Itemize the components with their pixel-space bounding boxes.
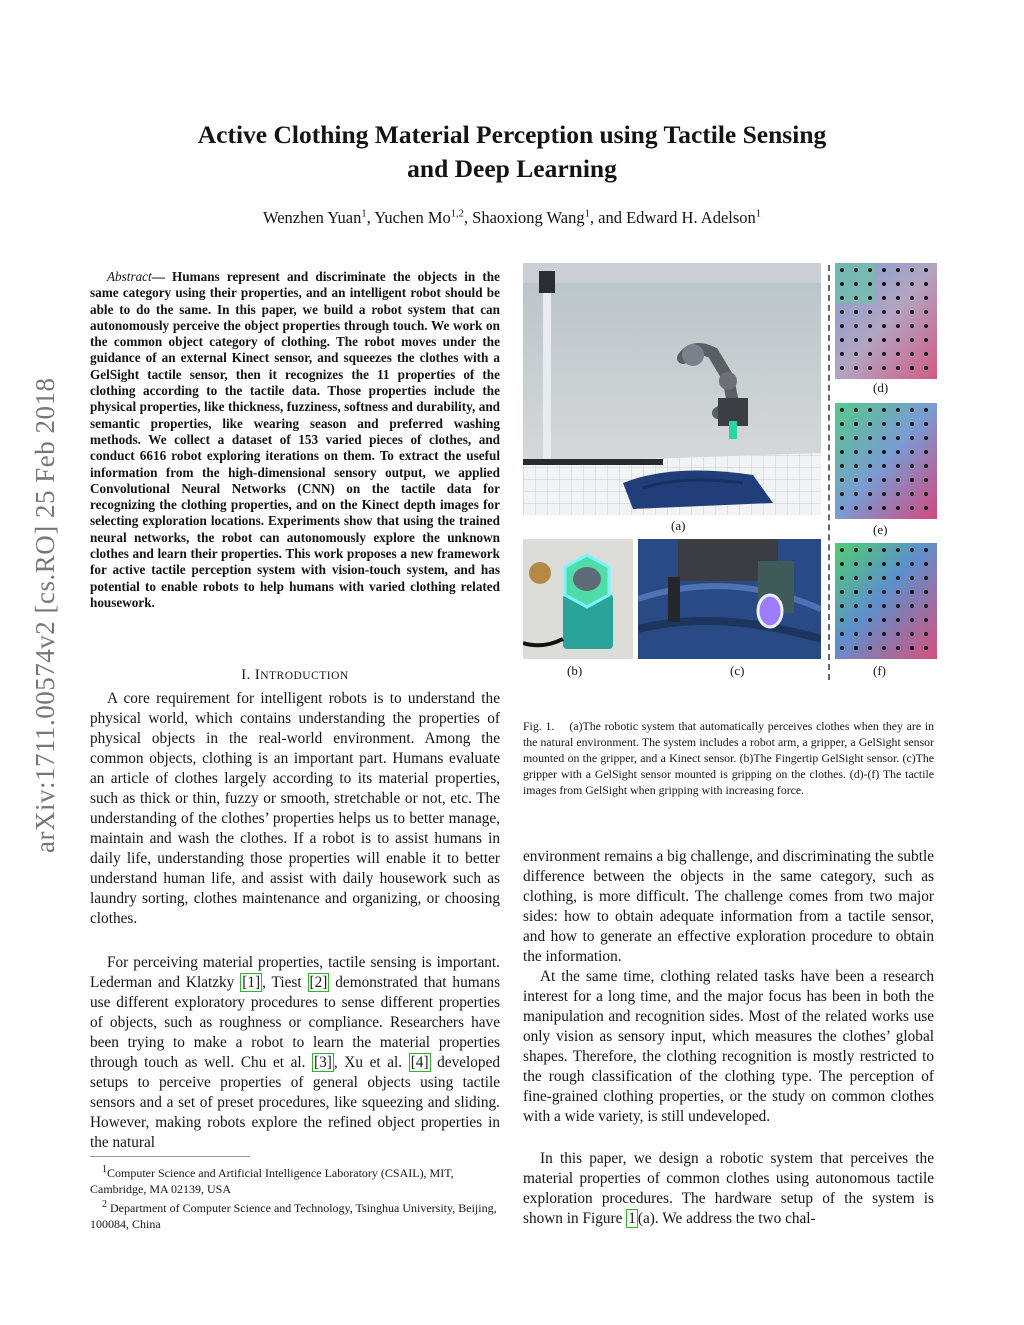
paragraph-right-3: In this paper, we design a robotic system that perceives the material properties of common clothes using autonomous tactile exploration procedures. The hardware setup of the system is shown in Figure 1 (a). We address the two chal- — [523, 1150, 934, 1227]
title-line-2: and Deep Learning — [407, 154, 617, 183]
footnote-rule — [90, 1156, 250, 1157]
figure-label-f: (f) — [873, 663, 886, 678]
author-name: Wenzhen Yuan — [262, 208, 362, 227]
abstract-label: Abstract — [107, 269, 152, 284]
author-name: Shaoxiong Wang — [472, 208, 585, 227]
footnote-2: $^2$ Department of Computer Science and Technology, Tsinghua University, Beijing, 100084, China — [90, 1199, 497, 1231]
figure-1d-tactile-image — [835, 263, 937, 379]
figure-reference-link[interactable]: 1 — [628, 1210, 636, 1227]
arxiv-stamp: arXiv:1711.00574v2 [cs.RO] 25 Feb 2018 — [30, 377, 60, 853]
section-heading-introduction: I. INTRODUCTION — [241, 667, 349, 683]
figure-separator — [828, 265, 830, 680]
abstract-text: Humans represent and discriminate the objects in the same category using their properties, and an intelligent robot should be able to do the same. In this paper, we build a robot system that can autonomously perceive the object properties through touch. We work on the common object category of clothing. The robot moves under the guidance of an external Kinect sensor, and squeezes the clothes with a GelSight tactile sensor, then it recognizes the 11 properties of the clothing according to the tactile data. Those properties include the physical properties, like thickness, fuzziness, softness and durability, and semantic properties, like wearing season and preferred washing methods. We collect a dataset of 153 varied pieces of clothes, and conduct 6616 robot exploring iterations on them. To extract the useful information from the high-dimensional sensory output, we applied Convolutional Neural Networks (CNN) on the tactile data for recognizing the clothing properties, and on the Kinect depth images for selecting exploration locations. Experiments show that using the trained neural networks, the robot can autonomously explore the unknown clothes and learn their properties. This work proposes a new framework for active tactile perception system with vision-touch system, and has potential to enable robots to help humans with varied clothing related housework. — [90, 269, 500, 610]
figure-label-a: (a) — [671, 518, 686, 533]
paragraph-right-2: At the same time, clothing related tasks have been a research interest for a long time, and the major focus has been in both the manipulation and recognition sides. Most of the related works use only vision as sensory input, which measures the clothes’ global shapes. Therefore, the clothing recognition is mostly restricted to the rough classification of the clothing type. The perception of fine-grained clothing properties, or the study on common clothes with a wide variety, is still undeveloped. — [523, 968, 934, 1125]
title-line-1: Active Clothing Material Perception using Tactile Sensing — [197, 120, 827, 149]
paper-title — [100, 118, 924, 186]
author-affiliation: 1,2 — [450, 208, 464, 220]
paragraph-intro-1: A core requirement for intelligent robots is to understand the physical world, which contains understanding the properties of physical objects in the real-world environment. Among the common objects, clothing is an important part. Humans evaluate an article of clothes largely according to its material properties, such as thick or thin, fuzzy or smooth, stretchable or not, etc. The understanding of the clothes’ properties helps us to better manage, maintain and wash the clothes. If a robot is to assist humans in daily life, understanding those properties will enable it to better understand human life, and assist with daily housework such as laundry sorting, clothes maintenance and organizing, or choosing clothes. — [90, 690, 500, 927]
figure-1b-sensor-photo — [523, 539, 633, 659]
author-name: Edward H. Adelson — [626, 208, 756, 227]
figure-label-c: (c) — [730, 663, 745, 678]
paragraph-intro-2: For perceiving material properties, tactile sensing is important. Lederman and Klatzky [1] , Tiest [2] demonstrated that humans use different exploratory procedures to sense different properties of objects, such as roughness or compliance. Researchers have been trying to make a robot to learn the material properties through touch as well. Chu et al. [3] , Xu et al. [4] developed setups to perceive properties of general objects using tactile sensors and a set of preset procedures, like squeezing and sliding. However, making robots explore the refined object properties in the natural — [90, 954, 501, 1151]
author-list: Wenzhen Yuan$^1$, Yuchen Mo$^{1,2}$, Shaoxiong Wang$^1$, and Edward H. Adelson$^1$ — [262, 208, 762, 227]
paragraph-right-1: environment remains a big challenge, and discriminating the subtle difference between the objects in the same category, such as clothing, is more difficult. The challenge comes from two major sides: how to obtain adequate information from a tactile sensor, and how to generate an effective exploration procedure to obtain the information. — [523, 848, 934, 965]
figure-1c-gripper-photo — [638, 539, 821, 659]
figure-1f-tactile-image — [835, 543, 937, 659]
figure-1-caption — [523, 718, 934, 798]
citation-link[interactable]: [1] — [242, 974, 261, 991]
footnotes — [90, 1162, 500, 1232]
author-name: Yuchen Mo — [374, 208, 451, 227]
caption-label: Fig. 1. — [523, 719, 555, 733]
author-affiliation: 1 — [755, 208, 762, 220]
author-affiliation: 1 — [361, 208, 367, 220]
citation-link[interactable]: [4] — [410, 1054, 429, 1071]
figure-label-b: (b) — [567, 663, 583, 678]
figure-1a-robot-photo — [523, 263, 821, 515]
footnote-1: $^1$Computer Science and Artificial Intelligence Laboratory (CSAIL), MIT, Cambridge, MA 02139, USA — [90, 1164, 454, 1196]
figure-label-d: (d) — [873, 380, 889, 395]
caption-text: (a)The robotic system that automatically perceives clothes when they are in the natural environment. The system includes a robot arm, a gripper, a GelSight sensor mounted on the gripper, and a Kinect sensor. (b)The Fingertip GelSight sensor. (c)The gripper with a GelSight sensor mounted is gripping on the clothes. (d)-(f) The tactile images from GelSight when gripping with increasing force. — [523, 719, 935, 797]
citation-link[interactable]: [2] — [309, 974, 328, 991]
abstract: Abstract— Humans represent and discriminate the objects in the same category using their properties, and an intelligent robot should be able to do the same. In this paper, we build a robot system that can autonomously perceive the object properties through touch. We work on the common object category of clothing. The robot moves under the guidance of an external Kinect sensor, and squeezes the clothes with a GelSight tactile sensor, then it recognizes the 11 properties of the clothing according to the tactile data. Those properties include the physical properties, like thickness, fuzziness, softness and durability, and semantic properties, like wearing season and preferred washing methods. We collect a dataset of 153 varied pieces of clothes, and conduct 6616 robot exploring iterations on them. To extract the useful information from the high-dimensional sensory output, we applied Convolutional Neural Networks (CNN) on the tactile data for recognizing the clothing properties, and on the Kinect depth images for selecting exploration locations. Experiments show that using the trained neural networks, the robot can autonomously explore the unknown clothes and learn their properties. This work proposes a new framework for active tactile perception system with vision-touch system, and has potential to enable robots to help humans with varied clothing related housework. — [90, 269, 500, 610]
citation-link[interactable]: [3] — [314, 1054, 332, 1071]
figure-label-e: (e) — [873, 522, 888, 537]
figure-1e-tactile-image — [835, 403, 937, 519]
author-affiliation: 1 — [584, 208, 590, 220]
